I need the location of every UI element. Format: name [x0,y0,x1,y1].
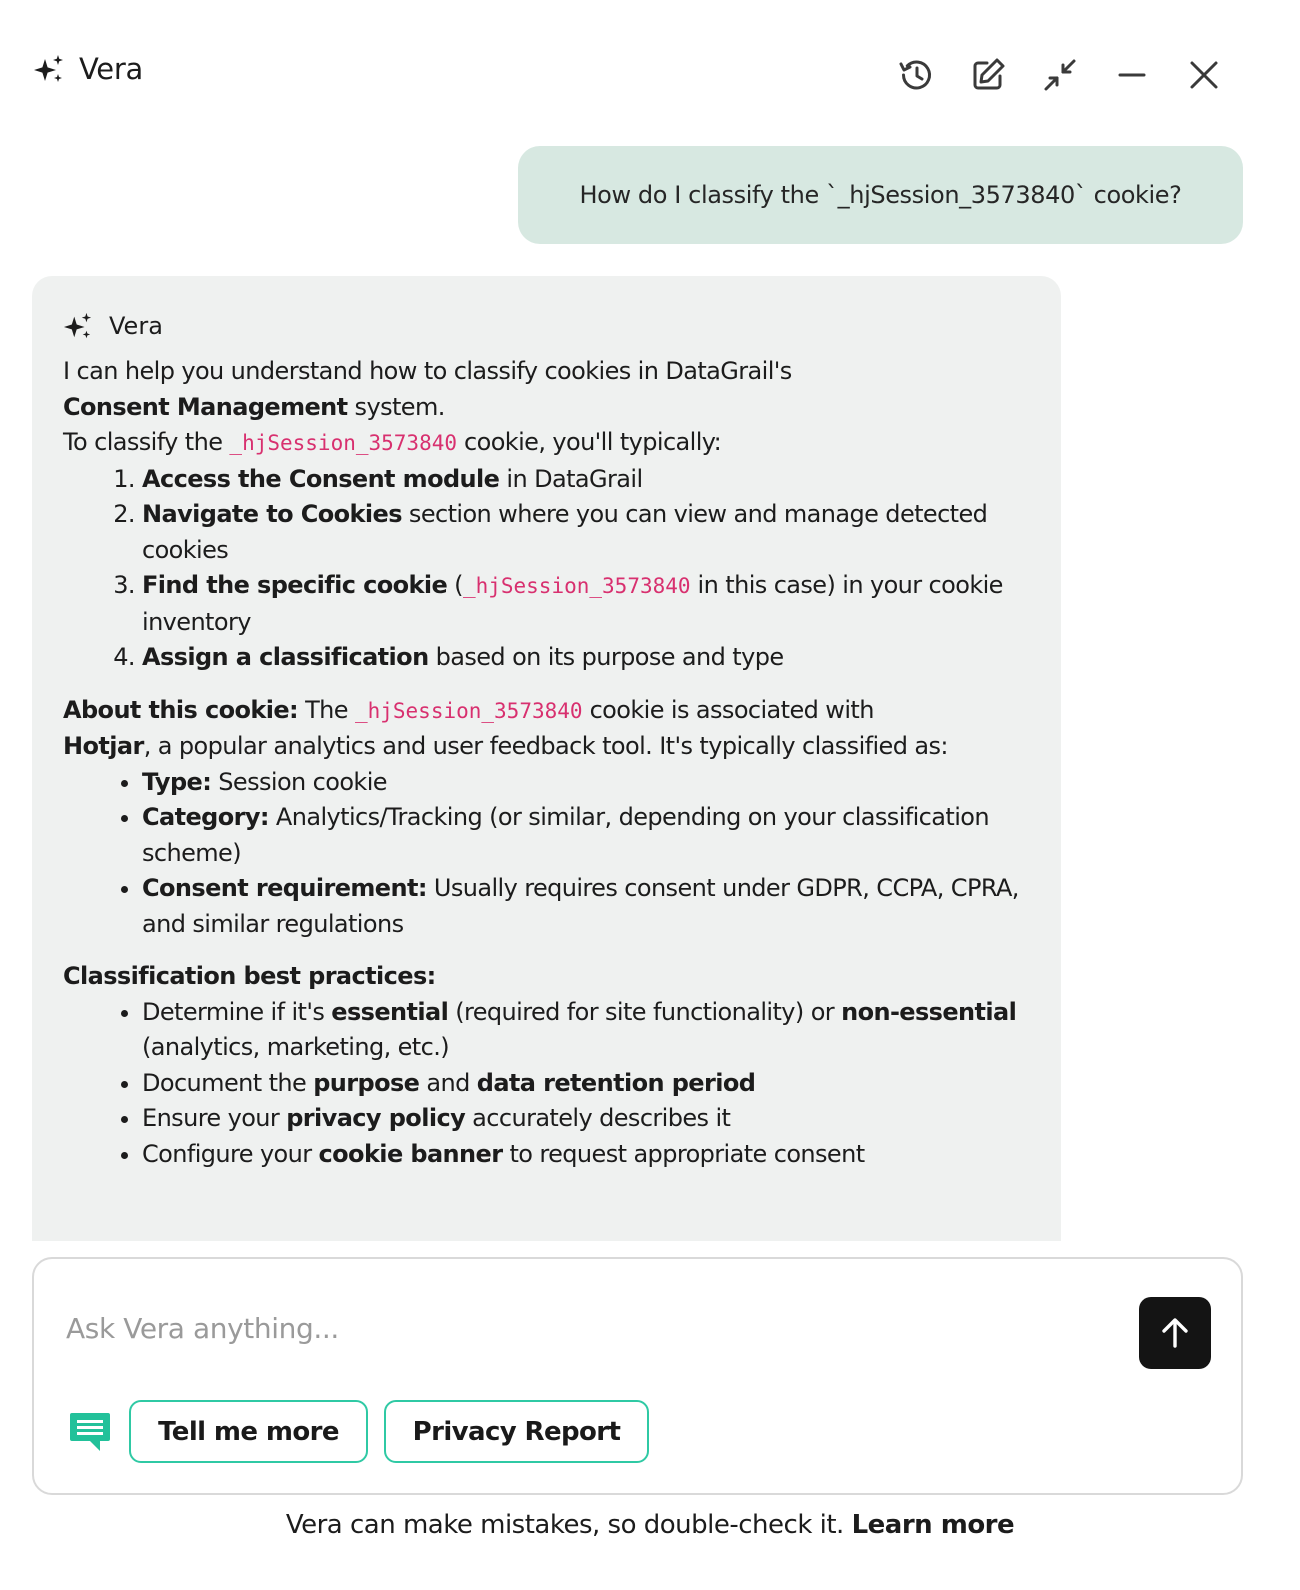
step-bold: Access the Consent module [142,464,500,493]
suggestion-tell-me-more[interactable]: Tell me more [129,1400,368,1463]
step-text: based on its purpose and type [428,643,784,671]
close-button[interactable] [1181,52,1227,98]
steps-list [63,462,1031,676]
item-text: Analytics/Tracking (or similar, depending on your classification scheme) [142,803,989,867]
chat-header [0,0,1300,150]
item-text: Usually requires consent under GDPR, CCPA, CPRA, and similar regulations [142,874,1019,938]
list-item [142,568,1031,640]
item-text: Determine if it's [142,997,332,1026]
intro-line [63,390,1031,426]
step-text: section where you can view and manage detected cookies [142,500,988,564]
brand [33,52,143,86]
step-bold: Find the specific cookie [142,571,448,599]
send-button[interactable] [1139,1297,1211,1369]
arrow-up-icon [1157,1315,1193,1351]
item-bold: Type: [142,767,212,796]
minimize-button[interactable] [1109,52,1155,98]
assistant-message-body [63,354,1031,1172]
disclaimer [0,1510,1300,1540]
step-text: in DataGrail [499,464,643,493]
item-bold: data retention period [476,1068,756,1097]
item-bold: non-essential [841,997,1017,1026]
spacer [63,676,1031,693]
intro-bold: Consent Management [63,392,348,421]
item-bold: cookie banner [318,1139,503,1168]
inline-code: _hjSession_3573840 [229,431,457,455]
item-text: accurately describes it [465,1104,731,1132]
collapse-icon [1040,55,1080,95]
step-text: ( [447,571,463,599]
item-text: Ensure your [142,1104,287,1132]
user-message-text: How do I classify the `_hjSession_3573840` cookie? [579,181,1182,209]
about-text: The [298,695,355,724]
step-text: in this case) in your cookie inventory [142,571,1003,636]
intro-line [63,354,1031,390]
message-input[interactable] [66,1303,1106,1353]
section-title: Classification best practices: [63,962,436,990]
list-item [142,871,1031,942]
suggestion-privacy-report[interactable]: Privacy Report [384,1400,649,1463]
step-bold: Assign a classification [142,643,429,671]
item-text: Configure your [142,1139,319,1168]
item-bold: purpose [313,1068,420,1097]
list-item [142,1137,1031,1173]
item-text: Document the [142,1068,314,1097]
intro-text: I can help you understand how to classify cookies in DataGrail's [63,357,792,385]
intro-text: cookie, you'll typically: [457,428,722,456]
vendor-name: Hotjar [63,732,144,760]
item-text: and [419,1068,477,1097]
composer [32,1257,1243,1495]
classification-list [63,765,1031,943]
about-text: cookie is associated with [582,695,874,724]
list-item [142,1066,1031,1102]
about-text: , a popular analytics and user feedback tool. It's typically classified as: [143,732,948,760]
edit-icon [968,55,1008,95]
best-practices-list [63,995,1031,1173]
history-button[interactable] [893,52,939,98]
minimize-icon [1112,55,1152,95]
list-item [142,640,1031,676]
about-label: About this cookie: [63,695,299,724]
list-item [142,497,1031,568]
inline-code: _hjSession_3573840 [462,574,691,598]
user-message [518,146,1243,244]
spacer [63,942,1031,959]
list-item [142,765,1031,801]
list-item [142,995,1031,1066]
history-icon [896,55,936,95]
item-bold: privacy policy [286,1104,466,1132]
about-paragraph [63,693,1031,765]
intro-line [63,425,1031,462]
inline-code: _hjSession_3573840 [354,698,583,723]
step-bold: Navigate to Cookies [142,500,402,528]
best-practices-heading [63,959,1031,995]
item-bold: Consent requirement: [142,874,427,902]
item-bold: Category: [142,803,269,831]
new-chat-button[interactable] [965,52,1011,98]
chat-suggestions-icon [68,1409,112,1453]
list-item [142,462,1031,498]
sparkle-icon [63,311,93,341]
assistant-message [32,276,1061,1241]
item-text: Session cookie [211,767,387,796]
chat-title: Vera [79,52,143,86]
header-toolbar [893,52,1227,98]
list-item [142,1101,1031,1137]
intro-text: system. [347,392,445,421]
close-icon [1184,55,1224,95]
assistant-header [63,306,1031,346]
assistant-author: Vera [109,312,163,340]
sparkle-icon [33,53,65,85]
item-bold: essential [331,997,449,1026]
intro-text: To classify the [63,428,230,456]
disclaimer-text: Vera can make mistakes, so double-check it. [285,1510,852,1540]
learn-more-link[interactable]: Learn more [851,1510,1015,1540]
item-text: (analytics, marketing, etc.) [142,1033,450,1061]
item-text: (required for site functionality) or [448,997,842,1026]
item-text: to request appropriate consent [502,1139,865,1168]
collapse-button[interactable] [1037,52,1083,98]
list-item [142,800,1031,871]
